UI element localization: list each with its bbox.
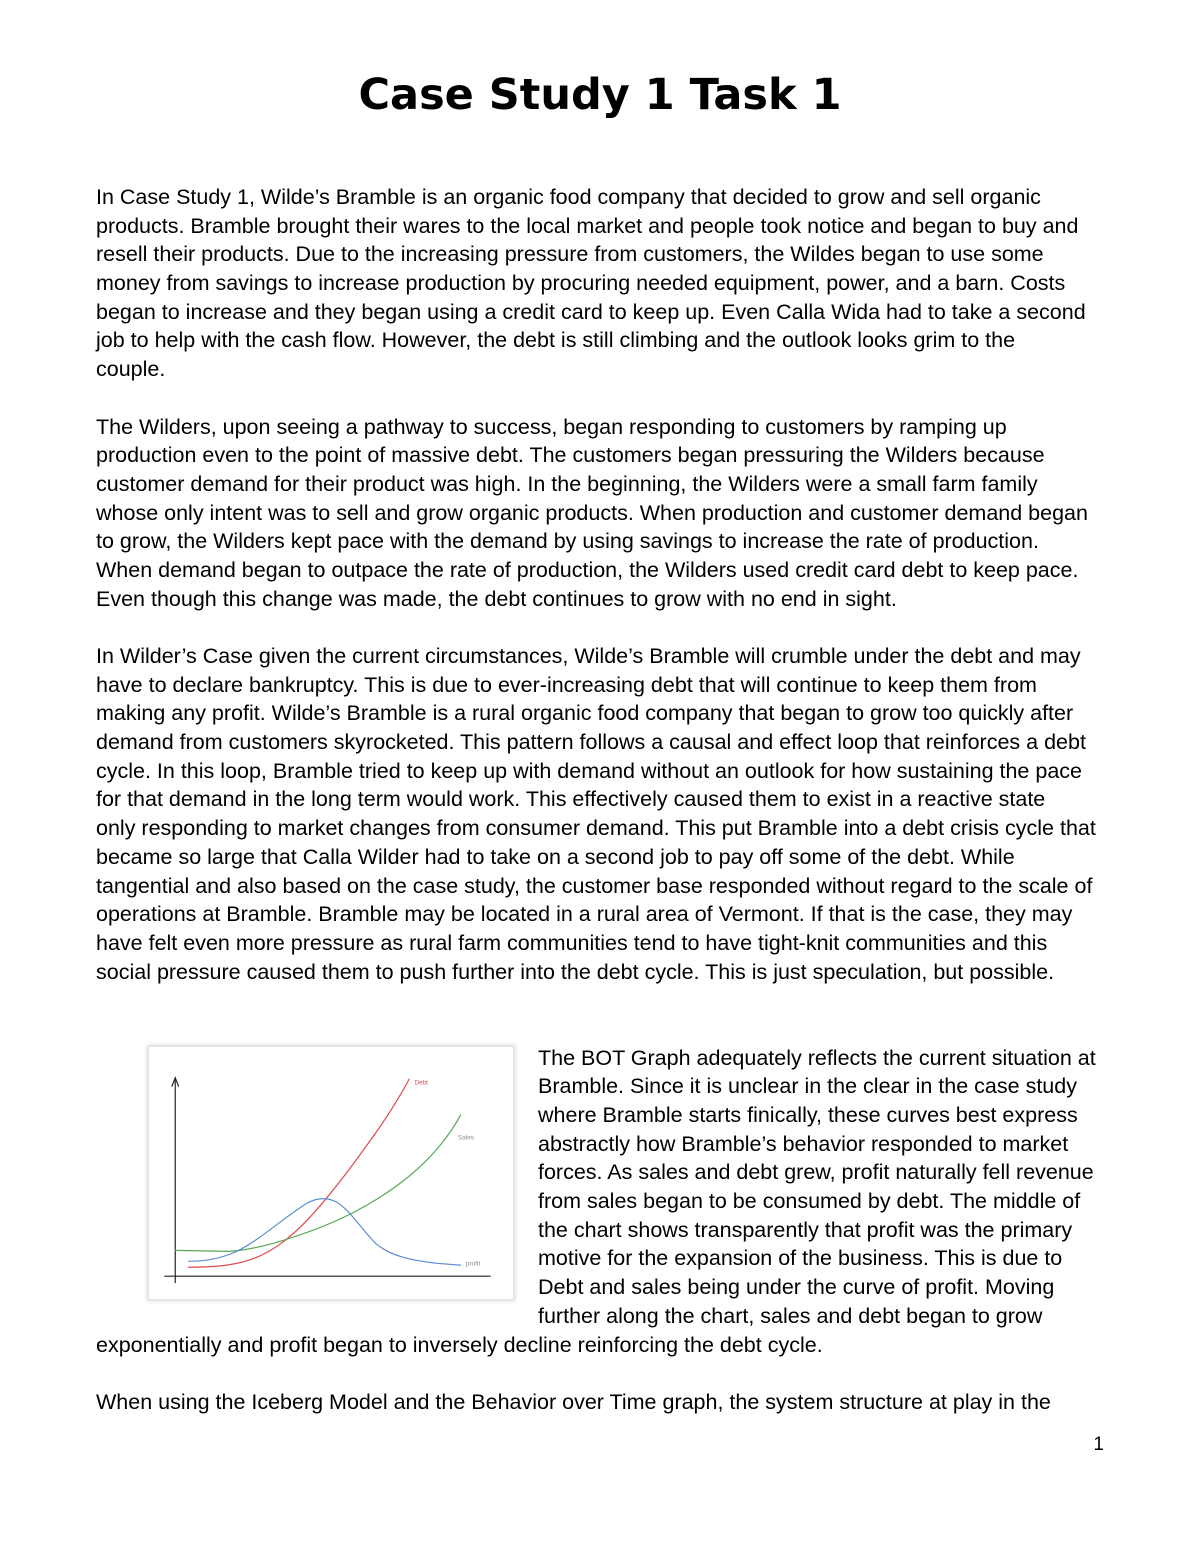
debt-curve — [188, 1078, 409, 1267]
bot-graph-chart — [149, 1047, 513, 1299]
text-line: only responding to market changes from consumer demand. This put Bramble into a debt crisis cycle that — [96, 816, 1096, 841]
paragraph-iceberg-model — [96, 1388, 1106, 1417]
text-line: In Wilder’s Case given the current circumstances, Wilde’s Bramble will crumble under the debt and may — [96, 644, 1081, 668]
text-line: job to help with the cash flow. However, the debt is still climbing and the outlook looks grim to the — [96, 328, 1016, 353]
document-title: Case Study 1 Task 1 — [358, 70, 842, 120]
text-line: social pressure caused them to push further into the debt cycle. This is just speculation, but possible. — [96, 959, 1055, 984]
text-line: cycle. In this loop, Bramble tried to keep up with demand without an outlook for how sustaining the pace — [96, 758, 1082, 783]
paragraph-case-overview — [96, 183, 1106, 384]
text-line: have felt even more pressure as rural farm communities tend to have tight-knit communities and this — [96, 930, 1048, 955]
text-line: began to increase and they began using a credit card to keep up. Even Calla Wida had to take a second — [96, 299, 1086, 324]
bot-graph-figure — [148, 1046, 514, 1300]
profit-curve — [188, 1198, 461, 1265]
text-line: abstractly how Bramble’s behavior responded to market — [538, 1131, 1069, 1156]
text-line: operations at Bramble. Bramble may be located in a rural area of Vermont. If that is the case, they may — [96, 902, 1073, 927]
figure-wrap-area — [96, 1044, 1106, 1331]
wrapped-text-column — [538, 1044, 1118, 1331]
text-line: resell their products. Due to the increasing pressure from customers, the Wildes began to use some — [96, 242, 1044, 267]
text-line: When demand began to outpace the rate of production, the Wilders used credit card debt to keep pace. — [96, 557, 1079, 582]
text-line: production even to the point of massive debt. The customers began pressuring the Wilders because — [96, 443, 1045, 468]
text-line: exponentially and profit began to inversely decline reinforcing the debt cycle. — [96, 1332, 823, 1357]
text-line: became so large that Calla Wilder had to take on a second job to pay off some of the debt. While — [96, 844, 1015, 869]
text-line: whose only intent was to sell and grow organic products. When production and customer demand began — [96, 500, 1088, 525]
page-number: 1 — [1093, 1434, 1104, 1455]
text-line: forces. As sales and debt grew, profit naturally fell revenue — [538, 1160, 1094, 1185]
sales-series-label: Sales — [457, 1133, 475, 1141]
paragraph-wilders-response — [96, 413, 1106, 614]
text-line: from sales began to be consumed by debt. The middle of — [538, 1189, 1081, 1214]
text-line: In Case Study 1, Wilde’s Bramble is an organic food company that decided to grow and sell organic — [96, 185, 1041, 209]
text-line: Debt and sales being under the curve of profit. Moving — [538, 1275, 1055, 1300]
text-line: When using the Iceberg Model and the Behavior over Time graph, the system structure at play in the — [96, 1390, 1051, 1415]
paragraph-bot-graph — [96, 1044, 1106, 1360]
text-line: demand from customers skyrocketed. This pattern follows a causal and effect loop that reinforces a debt — [96, 730, 1086, 755]
text-line: the chart shows transparently that profit was the primary — [538, 1217, 1073, 1242]
text-line: to grow, the Wilders kept pace with the demand by using savings to increase the rate of production. — [96, 529, 1039, 554]
text-line: products. Bramble brought their wares to the local market and people took notice and began to buy and — [96, 213, 1079, 238]
text-line: Bramble. Since it is unclear in the clear in the case study — [538, 1074, 1077, 1099]
text-line: motive for the expansion of the business. This is due to — [538, 1246, 1063, 1271]
text-line: money from savings to increase production by procuring needed equipment, power, and a barn. Costs — [96, 271, 1066, 296]
text-line: further along the chart, sales and debt began to grow — [538, 1303, 1043, 1328]
text-line: Even though this change was made, the debt continues to grow with no end in sight. — [96, 586, 897, 611]
text-line: making any profit. Wilde’s Bramble is a rural organic food company that began to grow too quickly after — [96, 701, 1074, 726]
text-line: customer demand for their product was high. In the beginning, the Wilders were a small farm family — [96, 471, 1038, 496]
debt-series-label: Debt — [414, 1079, 428, 1087]
sales-curve — [174, 1114, 461, 1251]
profit-series-label: profit — [465, 1259, 481, 1267]
text-line: couple. — [96, 357, 166, 382]
paragraph-debt-analysis — [96, 642, 1106, 986]
text-line: where Bramble starts finically, these curves best express — [538, 1103, 1078, 1128]
document-body — [96, 183, 1106, 1445]
text-line: The Wilders, upon seeing a pathway to success, began responding to customers by ramping up — [96, 414, 1007, 439]
text-line: have to declare bankruptcy. This is due to ever-increasing debt that will continue to keep them from — [96, 672, 1037, 697]
text-line: for that demand in the long term would work. This effectively caused them to exist in a reactive state — [96, 787, 1046, 812]
text-line: The BOT Graph adequately reflects the current situation at — [538, 1045, 1096, 1070]
text-line: tangential and also based on the case study, the customer base responded without regard to the scale of — [96, 873, 1093, 898]
